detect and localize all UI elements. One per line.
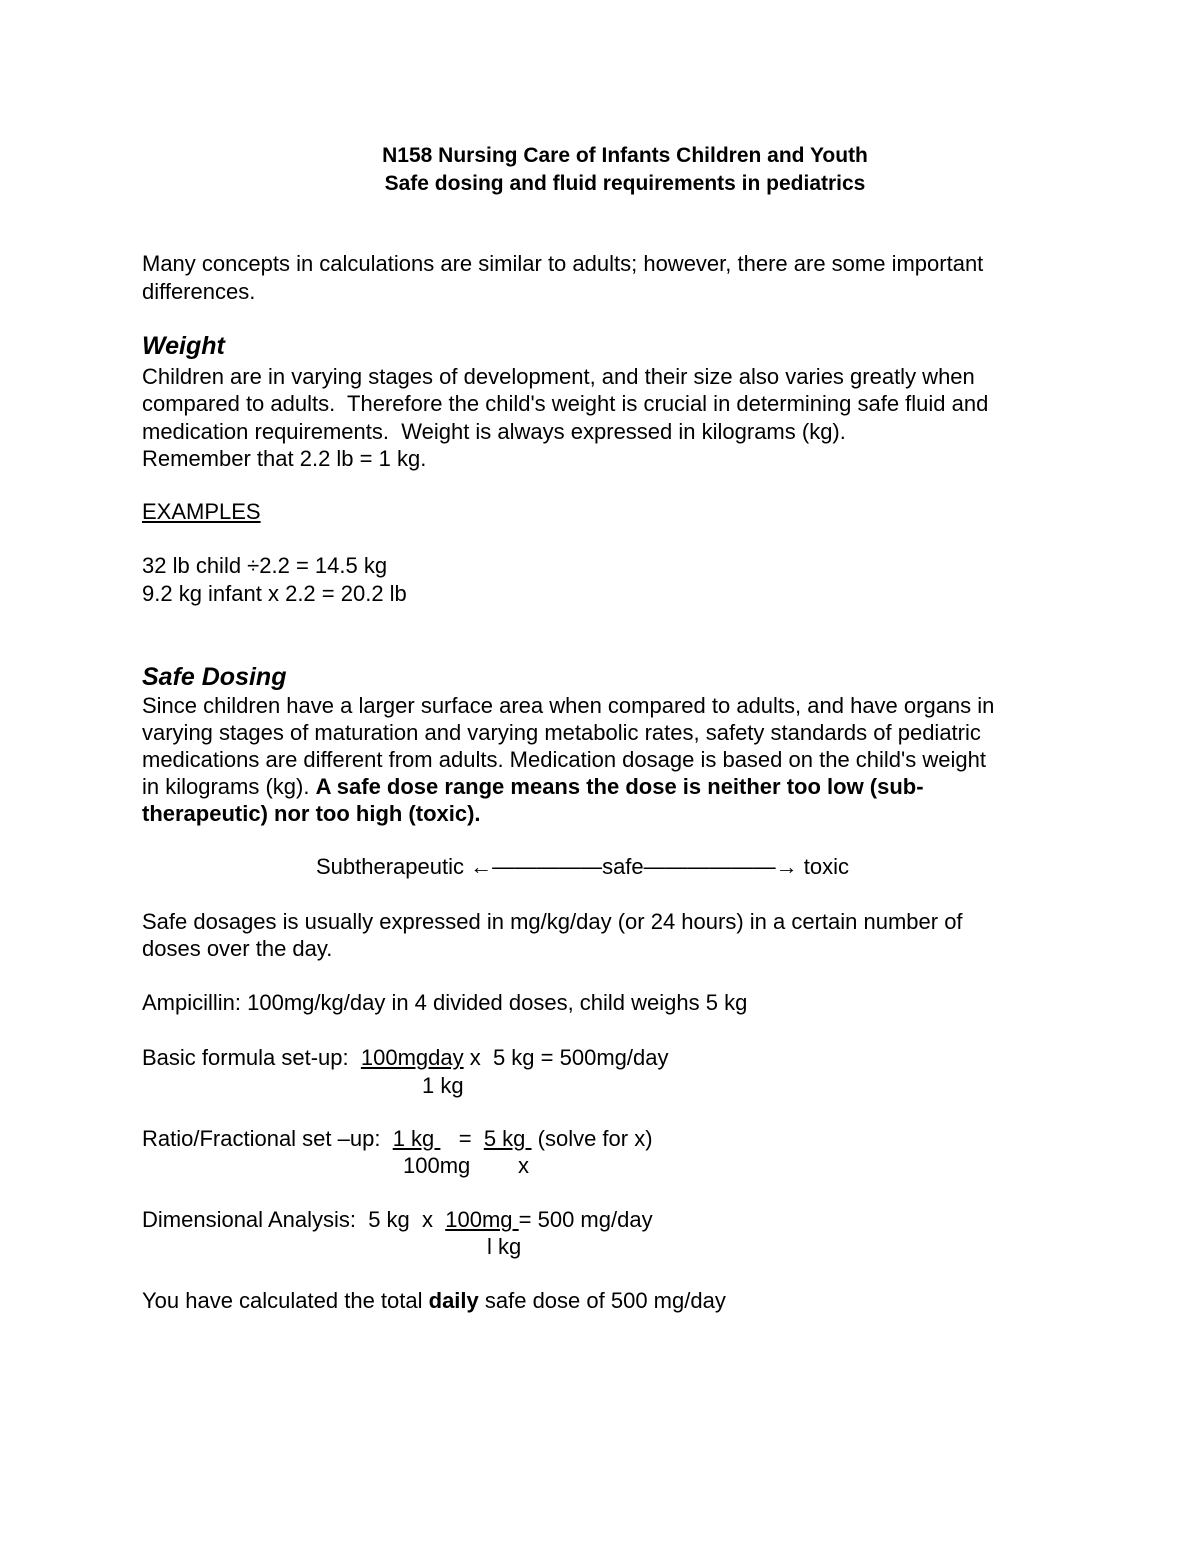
dimensional-analysis-numerator: 100mg: [445, 1207, 519, 1232]
total-daily-dose-line: [142, 1287, 726, 1315]
safe-dosing-text-plain: in kilograms (kg).: [142, 774, 316, 799]
total-dose-text-end: safe dose of 500 mg/day: [478, 1288, 726, 1313]
safe-dose-definition-continued: therapeutic) nor too high (toxic).: [142, 801, 481, 826]
safe-dosing-text-line: varying stages of maturation and varying metabolic rates, safety standards of pediatric: [142, 720, 981, 745]
ratio-numerator-right: 5 kg: [483, 1126, 532, 1151]
dimensional-analysis-line: [142, 1206, 653, 1234]
ratio-equals: =: [440, 1126, 484, 1151]
examples-label: EXAMPLES: [142, 499, 261, 524]
dimensional-analysis-label: Dimensional Analysis: 5 kg x: [142, 1207, 446, 1232]
intro-text-line: differences.: [142, 279, 256, 304]
safe-dosing-text-line: Since children have a larger surface area when compared to adults, and have organs in: [142, 693, 995, 718]
ampicillin-example: Ampicillin: 100mg/kg/day in 4 divided doses, child weighs 5 kg: [142, 990, 748, 1015]
ratio-denominator-left: 100mg: [403, 1153, 471, 1178]
dimensional-analysis-denominator: l kg: [487, 1234, 522, 1259]
expression-text-line: doses over the day.: [142, 936, 333, 961]
ratio-formula-label: Ratio/Fractional set –up:: [142, 1126, 393, 1151]
basic-formula-denominator: 1 kg: [422, 1073, 464, 1098]
ratio-numerator-left: 1 kg: [392, 1126, 441, 1151]
weight-text-line: Remember that 2.2 lb = 1 kg.: [142, 446, 427, 471]
total-dose-emphasis: daily: [428, 1288, 479, 1313]
dose-range-line: Subtherapeutic ←―――――safe――――――→ toxic: [315, 854, 850, 879]
weight-heading: Weight: [142, 332, 225, 360]
intro-text-line: Many concepts in calculations are similar to adults; however, there are some important: [142, 251, 984, 276]
basic-formula-numerator: 100mgday: [360, 1045, 464, 1070]
expression-text-line: Safe dosages is usually expressed in mg/kg/day (or 24 hours) in a certain number of: [142, 909, 963, 934]
ratio-denominator-right: x: [518, 1153, 529, 1178]
total-dose-text: You have calculated the total: [142, 1288, 429, 1313]
ratio-formula-line: [142, 1125, 653, 1153]
document-title: N158 Nursing Care of Infants Children and Youth: [382, 144, 868, 167]
document-subtitle: Safe dosing and fluid requirements in pediatrics: [384, 172, 866, 195]
basic-formula-rest: x 5 kg = 500mg/day: [463, 1045, 669, 1070]
weight-text-line: medication requirements. Weight is always expressed in kilograms (kg).: [142, 419, 846, 444]
ratio-formula-rest: (solve for x): [531, 1126, 653, 1151]
basic-formula-line: [142, 1044, 668, 1072]
dimensional-analysis-rest: = 500 mg/day: [518, 1207, 653, 1232]
safe-dosing-heading: Safe Dosing: [142, 663, 287, 691]
safe-dosing-text-line: [142, 773, 924, 801]
example-line: 9.2 kg infant x 2.2 = 20.2 lb: [142, 581, 407, 606]
example-line: 32 lb child ÷2.2 = 14.5 kg: [142, 553, 388, 578]
basic-formula-label: Basic formula set-up:: [142, 1045, 361, 1070]
safe-dose-definition: A safe dose range means the dose is neither too low (sub-: [315, 774, 924, 799]
weight-text-line: Children are in varying stages of development, and their size also varies greatly when: [142, 364, 975, 389]
weight-text-line: compared to adults. Therefore the child's weight is crucial in determining safe fluid and: [142, 391, 989, 416]
safe-dosing-text-line: medications are different from adults. Medication dosage is based on the child's weight: [142, 747, 986, 772]
